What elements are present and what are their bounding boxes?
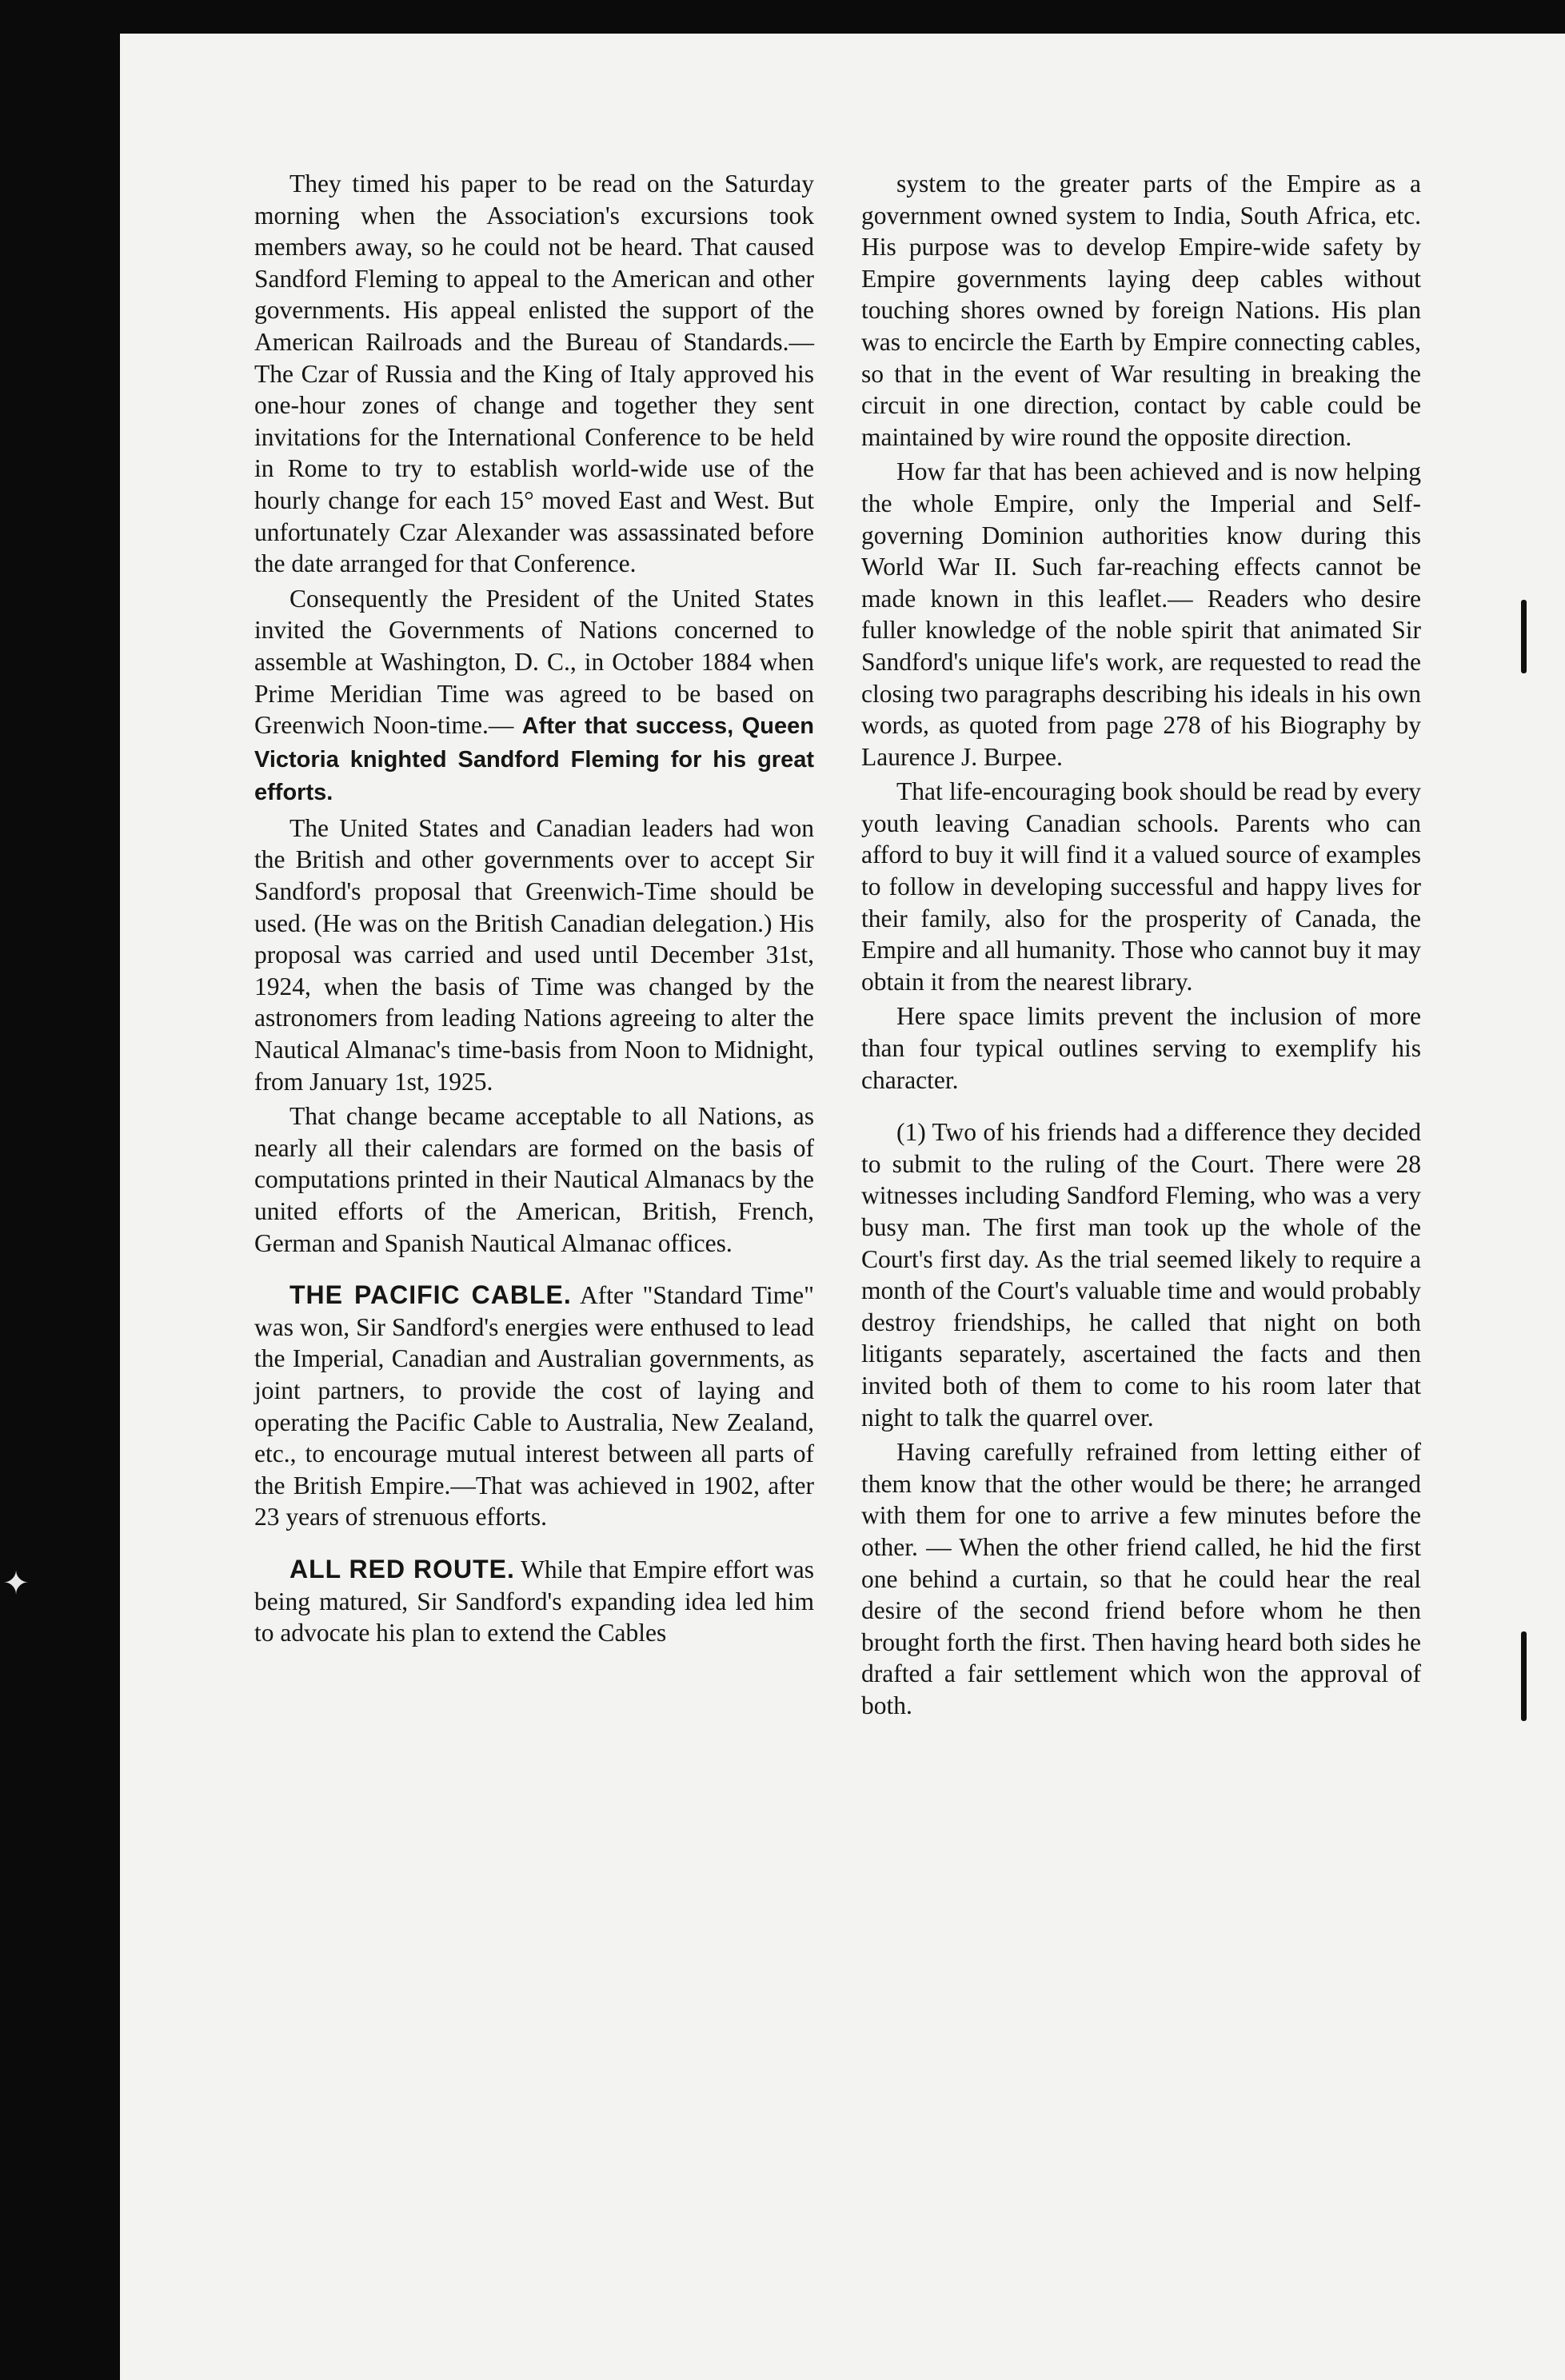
paragraph-settlement: Having carefully refrained from letting either of them know that the other would be there; he arranged with them for one to arrive a few minutes before the other. — When the other friend called, he hid the first one behind a curtain, so that he could hear the real desire of the second friend before whom he then brought forth the first. Then having heard both sides he drafted a fair settlement which won the approval of both.: [861, 1438, 1421, 1719]
paragraph-text: After "Standard Time" was won, Sir Sandford's energies were enthused to lead the Imperial, Canadian and Australian governments, as joint partners, to provide the cost of laying and operating the Pacific Cable to Australia, New Zealand, etc., to encourage mutual interest between all parts of the British Empire.—That was achieved in 1902, after 23 years of strenuous efforts.: [254, 1281, 815, 1531]
section-heading-pacific-cable: THE PACIFIC CABLE.: [289, 1280, 572, 1310]
section-heading-all-red-route: ALL RED ROUTE.: [289, 1554, 515, 1583]
margin-mark-bottom: [1521, 1631, 1527, 1721]
paragraph-all-red-route: [254, 1554, 814, 1649]
document-page: [120, 34, 1565, 2380]
paragraph-nautical-almanacs: That change became acceptable to all Nations, as nearly all their calendars are formed on the basis of computations printed in their Nautical Almanacs by the united efforts of the American, British, French, German and Spanish Nautical Almanac offices.: [254, 1102, 814, 1257]
paragraph-pacific-cable: [254, 1280, 814, 1533]
paragraph-space-limits: Here space limits prevent the inclusion of more than four typical outlines serving to exemplify his character.: [861, 1002, 1421, 1094]
paragraph-text: While that Empire effort was being matured, Sir Sandford's expanding idea led him to advocate his plan to extend the Cables: [254, 1555, 815, 1647]
paragraph-empire-cables: system to the greater parts of the Empire as a government owned system to India, South Africa, etc. His purpose was to develop Empire-wide safety by Empire governments laying deep cables without touching shores owned by foreign Nations. His plan was to encircle the Earth by Empire connecting cables, so that in the event of War resulting in breaking the circuit in one direction, contact by cable could be maintained by wire round the opposite direction.: [861, 170, 1421, 451]
paragraph-time-paper: They timed his paper to be read on the Saturday morning when the Association's excursions took members away, so he could not be heard. That caused Sandford Fleming to appeal to the American and other governments. His appeal enlisted the support of the American Railroads and the Bureau of Standards.—The Czar of Russia and the King of Italy approved his one-hour zones of change and together they sent invitations for the International Conference to be held in Rome to try to establish world-wide use of the hourly change for each 15° moved East and West. But unfortunately Czar Alexander was assassinated before the date arranged for that Conference.: [254, 170, 814, 578]
paragraph-world-war: How far that has been achieved and is now helping the whole Empire, only the Imperial and Self-governing Dominion authorities know during this World War II. Such far-reaching effects cannot be made known in this leaflet.— Readers who desire fuller knowledge of the noble spirit that animated Sir Sandford's unique life's work, are requested to read the closing two paragraphs describing his ideals in his own words, as quoted from page 278 of his Biography by Laurence J. Burpee.: [861, 457, 1421, 771]
right-column: [861, 168, 1421, 1725]
paragraph-court-case: (1) Two of his friends had a difference they decided to submit to the ruling of the Court. There were 28 witnesses including Sandford Fleming, who was a very busy man. The first man took up the whole of the Court's first day. As the trial seemed likely to require a month of the Court's valuable time and would probably destroy friendships, he called that night on both litigants separately, ascertained the facts and then invited both of them to come to his room later that night to talk the quarrel over.: [861, 1118, 1421, 1432]
knighted-emphasis: After that success, Queen Victoria knighted Sandford Fleming for his great efforts.: [254, 713, 814, 806]
paragraph-biography-book: That life-encouraging book should be read by every youth leaving Canadian schools. Parents who can afford to buy it will find it a valued source of examples to follow in developing successful and happy lives for their family, also for the prosperity of Canada, the Empire and all humanity. Those who cannot buy it may obtain it from the nearest library.: [861, 777, 1421, 996]
paragraph-washington-conference: [254, 583, 814, 809]
margin-mark-top: [1521, 600, 1527, 673]
paragraph-text: Consequently the President of the United States invited the Governments of Nations concerned to assemble at Washington, D. C., in October 1884 when Prime Meridian Time was agreed to be based on Greenwich Noon-time.—: [254, 584, 814, 740]
scan-artifact-icon: ✦: [2, 1565, 30, 1601]
paragraph-greenwich-time: The United States and Canadian leaders had won the British and other governments over to accept Sir Sandford's proposal that Greenwich-Time should be used. (He was on the British Canadian delegation.) His proposal was carried and used until December 31st, 1924, when the basis of Time was changed by the astronomers from leading Nations agreeing to alter the Nautical Almanac's time-basis from Noon to Midnight, from January 1st, 1925.: [254, 813, 814, 1096]
left-column: [254, 168, 814, 1652]
